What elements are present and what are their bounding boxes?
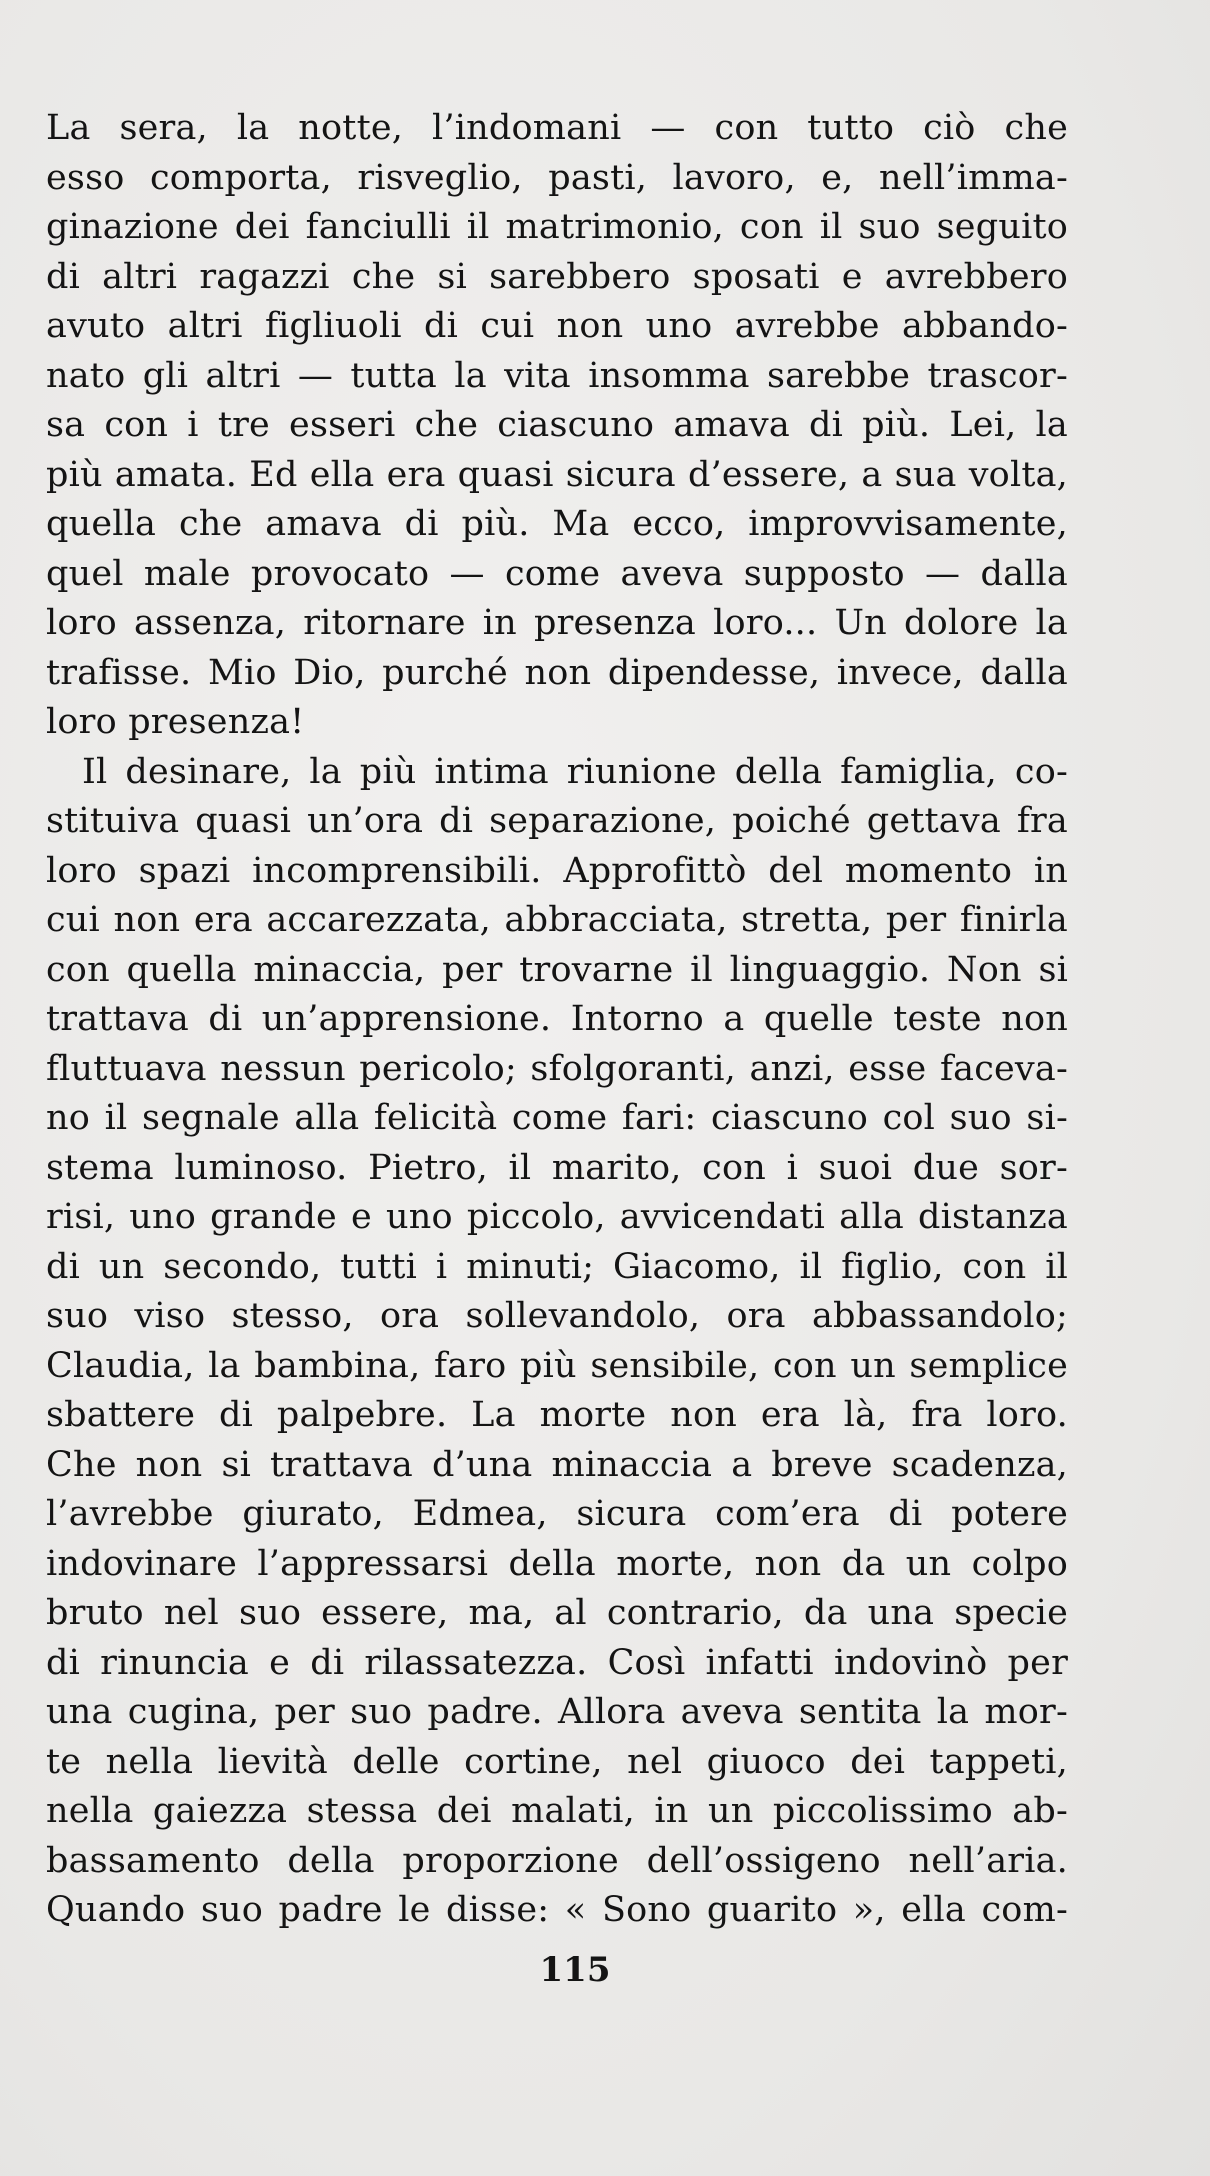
text-line: indovinare l’appressarsi della morte, non da un colpo — [46, 1543, 1068, 1584]
text-line: nella gaiezza stessa dei malati, in un piccolissimo ab- — [46, 1791, 1068, 1831]
text-line: bruto nel suo essere, ma, al contrario, da una specie — [46, 1593, 1068, 1633]
text-line: loro spazi incomprensibili. Approfittò del momento in — [46, 850, 1068, 891]
text-line: risi, uno grande e uno piccolo, avvicendati alla distanza — [46, 1197, 1068, 1237]
text-line: Claudia, la bambina, faro più sensibile, con un semplice — [46, 1345, 1068, 1386]
text-line: fluttuava nessun pericolo; sfolgoranti, anzi, esse faceva- — [46, 1048, 1068, 1089]
text-line: te nella lievità delle cortine, nel giuoco dei tappeti, — [46, 1741, 1068, 1782]
text-line: no il segnale alla felicità come fari: ciascuno col suo si- — [46, 1098, 1068, 1138]
text-line: avuto altri figliuoli di cui non uno avrebbe abbando- — [46, 306, 1068, 346]
text-line: stituiva quasi un’ora di separazione, poiché gettava fra — [46, 801, 1068, 841]
text-line: Che non si trattava d’una minaccia a breve scadenza, — [46, 1444, 1068, 1485]
paragraph-2 — [46, 748, 1068, 1936]
text-line: sbattere di palpebre. La morte non era là, fra loro. — [46, 1395, 1068, 1435]
text-line: una cugina, per suo padre. Allora aveva sentita la mor- — [46, 1692, 1068, 1732]
text-line: Quando suo padre le disse: « Sono guarito », ella com- — [46, 1890, 1068, 1930]
text-line: con quella minaccia, per trovarne il linguaggio. Non si — [46, 949, 1068, 990]
text-line: La sera, la notte, l’indomani — con tutto ciò che — [46, 108, 1068, 148]
text-line: cui non era accarezzata, abbracciata, stretta, per finirla — [46, 900, 1068, 940]
text-line: suo viso stesso, ora sollevandolo, ora abbassandolo; — [46, 1296, 1068, 1336]
text-line: loro presenza! — [46, 702, 305, 742]
body-text — [46, 104, 1068, 1936]
text-line: stema luminoso. Pietro, il marito, con i suoi due sor- — [46, 1147, 1068, 1188]
text-line: ginazione dei fanciulli il matrimonio, con il suo seguito — [46, 207, 1068, 247]
text-line: sa con i tre esseri che ciascuno amava di più. Lei, la — [46, 405, 1068, 445]
text-line: più amata. Ed ella era quasi sicura d’essere, a sua volta, — [46, 454, 1068, 495]
page-number: 115 — [539, 1950, 611, 1990]
text-line: loro assenza, ritornare in presenza loro... Un dolore la — [46, 603, 1068, 643]
text-line: bassamento della proporzione dell’ossigeno nell’aria. — [46, 1840, 1068, 1881]
text-line: di altri ragazzi che si sarebbero sposati e avrebbero — [46, 256, 1068, 297]
text-line: trattava di un’apprensione. Intorno a quelle teste non — [46, 999, 1068, 1039]
text-line: l’avrebbe giurato, Edmea, sicura com’era di potere — [46, 1494, 1068, 1534]
text-line: quel male provocato — come aveva supposto — dalla — [46, 553, 1068, 594]
text-line: esso comporta, risveglio, pasti, lavoro, e, nell’imma- — [46, 157, 1068, 198]
text-line: nato gli altri — tutta la vita insomma sarebbe trascor- — [46, 355, 1068, 396]
paragraph-1 — [46, 104, 1068, 748]
text-line: di un secondo, tutti i minuti; Giacomo, il figlio, con il — [46, 1246, 1068, 1287]
text-line: quella che amava di più. Ma ecco, improvvisamente, — [46, 504, 1068, 544]
text-line: Il desinare, la più intima riunione della famiglia, co- — [82, 751, 1068, 792]
text-line: di rinuncia e di rilassatezza. Così infatti indovinò per — [46, 1642, 1068, 1683]
text-line: trafisse. Mio Dio, purché non dipendesse, invece, dalla — [46, 652, 1068, 693]
